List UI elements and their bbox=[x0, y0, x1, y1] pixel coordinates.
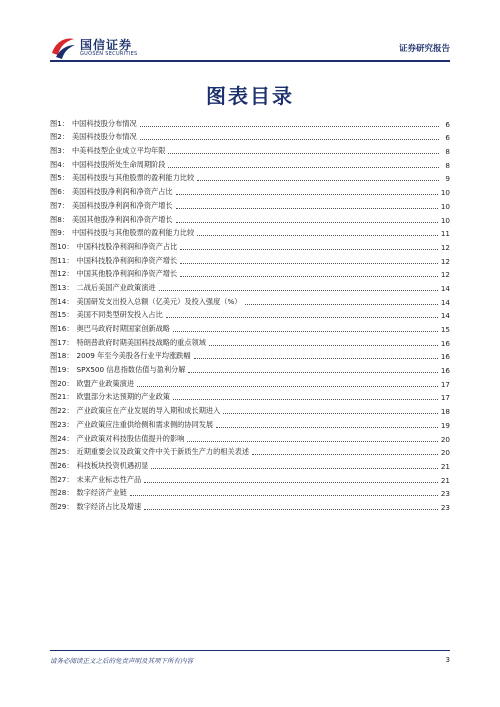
toc-entry[interactable] bbox=[50, 252, 450, 266]
toc-entry-number: 图20： bbox=[50, 378, 74, 388]
toc-entry-title: 未来产业标志性产品 bbox=[76, 474, 142, 484]
toc-entry-number: 图29： bbox=[50, 501, 74, 511]
toc-dot-leader bbox=[180, 275, 438, 277]
toc-entry-title: 数字经济产业链 bbox=[76, 488, 127, 498]
toc-dot-leader bbox=[188, 371, 437, 373]
toc-entry-page: 12 bbox=[440, 256, 450, 266]
page-title: 图表目录 bbox=[206, 84, 294, 108]
toc-dot-leader bbox=[173, 398, 438, 400]
toc-dot-leader bbox=[151, 467, 437, 469]
toc-dot-leader bbox=[216, 426, 438, 428]
toc-entry[interactable] bbox=[50, 334, 450, 348]
toc-entry[interactable] bbox=[50, 170, 450, 184]
toc-entry-title: 科技板块投资机遇初显 bbox=[76, 460, 149, 470]
toc-entry[interactable] bbox=[50, 293, 450, 307]
toc-entry-title: 中国其他股净利润和净资产增长 bbox=[76, 269, 178, 279]
toc-entry-title: 产业政策应在产业发展的导入期和成长期进入 bbox=[76, 406, 221, 416]
toc-entry[interactable] bbox=[50, 307, 450, 321]
toc-entry-page: 21 bbox=[440, 475, 450, 485]
toc-entry-page: 18 bbox=[440, 407, 450, 417]
report-type-label: 证券研究报告 bbox=[398, 44, 450, 54]
toc-dot-leader bbox=[252, 453, 438, 455]
toc-entry-number: 图2： bbox=[50, 132, 69, 142]
toc-entry-number: 图21： bbox=[50, 392, 74, 402]
toc-entry-number: 图7： bbox=[50, 200, 69, 210]
toc-entry[interactable] bbox=[50, 320, 450, 334]
toc-entry-page: 10 bbox=[440, 215, 450, 225]
toc-entry-title: 中美科技型企业成立平均年限 bbox=[71, 146, 166, 156]
toc-entry[interactable] bbox=[50, 361, 450, 375]
toc-entry[interactable] bbox=[50, 485, 450, 499]
toc-dot-leader bbox=[187, 440, 437, 442]
toc-dot-leader bbox=[180, 262, 438, 264]
toc-entry[interactable] bbox=[50, 142, 450, 156]
toc-entry-page: 10 bbox=[440, 188, 450, 198]
toc-entry-page: 20 bbox=[440, 448, 450, 458]
toc-entry-page: 10 bbox=[440, 201, 450, 211]
toc-entry-page: 12 bbox=[440, 242, 450, 252]
footer-divider bbox=[50, 650, 450, 651]
toc-dot-leader bbox=[168, 152, 439, 154]
toc-entry[interactable] bbox=[50, 197, 450, 211]
toc-entry[interactable] bbox=[50, 498, 450, 512]
toc-entry[interactable] bbox=[50, 115, 450, 129]
disclaimer-text: 请务必阅读正文之后的免责声明及其项下所有内容 bbox=[50, 657, 193, 665]
toc-entry-title: 奥巴马政府时期国家创新战略 bbox=[76, 324, 170, 333]
toc-entry-page: 14 bbox=[440, 283, 450, 293]
toc-dot-leader bbox=[137, 385, 438, 387]
toc-entry-page: 23 bbox=[440, 489, 450, 499]
toc-dot-leader bbox=[197, 179, 439, 181]
toc-entry[interactable] bbox=[50, 471, 450, 485]
toc-entry[interactable] bbox=[50, 375, 450, 389]
toc-dot-leader bbox=[197, 234, 438, 236]
toc-entry-number: 图16： bbox=[50, 324, 74, 333]
toc-entry-title: 中国科技股所处生命周期阶段 bbox=[71, 159, 166, 169]
toc-entry-page: 23 bbox=[440, 502, 450, 512]
toc-entry-number: 图26： bbox=[50, 460, 74, 470]
toc-dot-leader bbox=[209, 344, 438, 346]
toc-dot-leader bbox=[194, 357, 438, 359]
toc-entry[interactable] bbox=[50, 402, 450, 416]
toc-entry-title: 美国科技股与其他股票的盈利能力比较 bbox=[71, 173, 195, 183]
toc-entry-title: 美国不同类型研发投入占比 bbox=[76, 310, 163, 320]
toc-entry-title: 近期重要会议及政策文件中关于新质生产力的相关表述 bbox=[76, 447, 250, 457]
toc-entry-number: 图17： bbox=[50, 337, 74, 347]
toc-entry[interactable] bbox=[50, 430, 450, 444]
toc-entry-number: 图28： bbox=[50, 488, 74, 498]
toc-entry-number: 图3： bbox=[50, 146, 69, 156]
toc-dot-leader bbox=[140, 138, 439, 140]
toc-entry-title: 美国科技股分布情况 bbox=[71, 132, 137, 142]
toc-dot-leader bbox=[144, 508, 438, 510]
toc-entry-page: 6 bbox=[445, 119, 450, 129]
figure-index-list bbox=[50, 115, 450, 512]
toc-entry-number: 图23： bbox=[50, 419, 74, 429]
logo-chinese-name: 国信证券 bbox=[80, 38, 133, 52]
toc-entry[interactable] bbox=[50, 279, 450, 293]
toc-entry-page: 11 bbox=[440, 229, 450, 239]
toc-entry-page: 20 bbox=[440, 434, 450, 444]
toc-entry[interactable] bbox=[50, 211, 450, 225]
toc-entry-page: 8 bbox=[445, 147, 450, 157]
page-number: 3 bbox=[445, 656, 450, 664]
toc-entry-title: 美国其他股净利润和净资产增长 bbox=[71, 214, 173, 224]
toc-dot-leader bbox=[176, 207, 438, 209]
toc-entry-page: 17 bbox=[440, 379, 450, 389]
toc-dot-leader bbox=[159, 289, 438, 291]
toc-entry-number: 图1： bbox=[50, 118, 69, 128]
toc-entry-page: 16 bbox=[440, 366, 450, 376]
toc-entry-number: 图8： bbox=[50, 214, 69, 224]
toc-dot-leader bbox=[173, 330, 438, 332]
toc-entry-title: SPX500 信息指数估值与盈利分解 bbox=[76, 365, 186, 375]
toc-entry-title: 产业政策对科技股估值提升的影响 bbox=[76, 433, 185, 443]
toc-entry-title: 欧盟产业政策演进 bbox=[76, 378, 135, 388]
logo-english-name: GUOSEN SECURITIES bbox=[80, 51, 138, 57]
toc-entry-number: 图10： bbox=[50, 241, 74, 251]
toc-entry-number: 图9： bbox=[50, 228, 69, 238]
toc-entry-number: 图12： bbox=[50, 269, 74, 279]
toc-entry[interactable] bbox=[50, 444, 450, 458]
toc-dot-leader bbox=[166, 316, 438, 318]
toc-entry-number: 图27： bbox=[50, 474, 74, 484]
toc-entry-page: 14 bbox=[440, 311, 450, 321]
toc-entry-title: 欧盟部分未达预期的产业政策 bbox=[76, 392, 170, 402]
toc-entry[interactable] bbox=[50, 183, 450, 197]
toc-dot-leader bbox=[223, 412, 438, 414]
toc-entry-title: 数字经济占比及增速 bbox=[76, 501, 142, 511]
toc-entry-title: 美国研发支出投入总额（亿美元）及投入强度（%） bbox=[76, 296, 242, 306]
toc-dot-leader bbox=[176, 193, 438, 195]
toc-entry-title: 中国科技股与其他股票的盈利能力比较 bbox=[71, 228, 195, 238]
toc-entry-page: 9 bbox=[445, 174, 450, 184]
toc-entry-title: 中国科技股净利润和净资产占比 bbox=[76, 241, 178, 251]
toc-entry-number: 图18： bbox=[50, 351, 74, 361]
toc-entry-title: 美国科技股净利润和净资产增长 bbox=[71, 200, 173, 210]
toc-entry[interactable] bbox=[50, 156, 450, 170]
toc-dot-leader bbox=[168, 166, 439, 168]
toc-entry-number: 图25： bbox=[50, 447, 74, 457]
toc-entry-number: 图24： bbox=[50, 433, 74, 443]
header-divider bbox=[50, 60, 450, 62]
toc-entry[interactable] bbox=[50, 389, 450, 403]
toc-entry-title: 产业政策应注重供给侧和需求侧的协同发展 bbox=[76, 419, 214, 429]
toc-entry[interactable] bbox=[50, 416, 450, 430]
toc-entry[interactable] bbox=[50, 457, 450, 471]
toc-entry-title: 中国科技股净利润和净资产增长 bbox=[76, 255, 178, 265]
toc-entry[interactable] bbox=[50, 238, 450, 252]
toc-dot-leader bbox=[180, 248, 438, 250]
page-header bbox=[0, 0, 500, 64]
toc-entry[interactable] bbox=[50, 266, 450, 280]
toc-entry-page: 15 bbox=[440, 325, 450, 334]
toc-entry-number: 图14： bbox=[50, 296, 74, 306]
toc-entry-title: 美国科技股净利润和净资产占比 bbox=[71, 187, 173, 197]
toc-entry-number: 图4： bbox=[50, 159, 69, 169]
toc-entry-number: 图15： bbox=[50, 310, 74, 320]
toc-entry-title: 2009 年至今美股各行业平均涨跌幅 bbox=[76, 351, 191, 361]
toc-entry-page: 16 bbox=[440, 338, 450, 348]
toc-entry-number: 图5： bbox=[50, 173, 69, 183]
guosen-logo-icon bbox=[50, 35, 76, 61]
toc-entry-title: 特朗普政府时期美国科技战略的重点领域 bbox=[76, 337, 206, 347]
toc-entry-title: 中国科技股分布情况 bbox=[71, 118, 137, 128]
toc-entry-page: 12 bbox=[440, 270, 450, 280]
toc-dot-leader bbox=[140, 125, 439, 127]
toc-entry[interactable] bbox=[50, 348, 450, 362]
guosen-logo bbox=[50, 35, 170, 61]
toc-entry-page: 19 bbox=[440, 420, 450, 430]
toc-entry-page: 8 bbox=[445, 160, 450, 170]
toc-entry-title: 二战后美国产业政策演进 bbox=[76, 282, 156, 292]
toc-entry-number: 图22： bbox=[50, 406, 74, 416]
toc-entry-number: 图19： bbox=[50, 365, 74, 375]
toc-entry-page: 16 bbox=[440, 352, 450, 362]
toc-entry-page: 17 bbox=[440, 393, 450, 403]
toc-dot-leader bbox=[130, 494, 438, 496]
toc-entry[interactable] bbox=[50, 225, 450, 239]
toc-entry-page: 21 bbox=[440, 461, 450, 471]
toc-entry-page: 6 bbox=[445, 133, 450, 143]
toc-entry-number: 图11： bbox=[50, 255, 74, 265]
toc-entry-number: 图13： bbox=[50, 282, 74, 292]
toc-dot-leader bbox=[245, 303, 438, 305]
toc-dot-leader bbox=[144, 481, 438, 483]
toc-entry-number: 图6： bbox=[50, 187, 69, 197]
toc-dot-leader bbox=[176, 221, 438, 223]
toc-entry-page: 14 bbox=[440, 297, 450, 307]
toc-entry[interactable] bbox=[50, 129, 450, 143]
